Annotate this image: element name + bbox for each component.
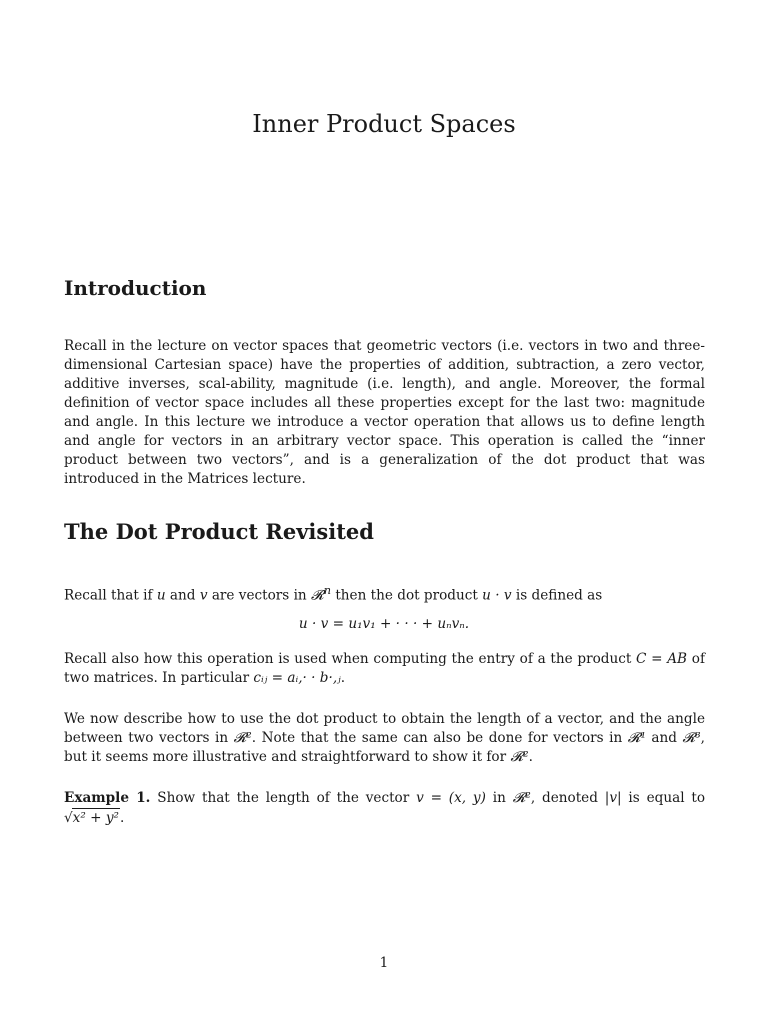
dot-product-equation: u · v = u₁v₁ + · · · + uₙvₙ. — [298, 616, 470, 632]
section-heading-dot-product: The Dot Product Revisited — [64, 519, 374, 544]
square-root: √x² + y² — [64, 810, 119, 826]
introduction-paragraph: Recall in the lecture on vector spaces that geometric vectors (i.e. vectors in two and three-dimensional Cartesian space) have the properties of addition, subtraction, a zero vector, additive inverses, scal-ability, magnitude (i.e. length), and angle. Moreover, the formal definition of vector space includes all these properties except for the last two: magnitude and angle. In this lecture we introduce a vector operation that allows us to define length and angle for vectors in an arbitrary vector space. This operation is called the “inner product between two vectors”, and is a generalization of the dot product that was introduced in the Matrices lecture. — [64, 338, 705, 487]
example-1: Example 1. Show that the length of the vector v = (x, y) in 𝓡², denoted |v| is equal to √x² + y². — [64, 790, 706, 826]
example-label: Example 1. — [64, 790, 151, 806]
matrix-product-paragraph: Recall also how this operation is used when computing the entry of a the product C = AB of two matrices. In particular cᵢⱼ = aᵢ,· · b·,ⱼ. — [64, 651, 705, 686]
dot-product-recall-paragraph: Recall that if u and v are vectors in 𝓡$^n$ then the dot product u · v is defined as — [64, 583, 603, 604]
document-title: Inner Product Spaces — [252, 110, 516, 138]
page-number: 1 — [379, 955, 389, 971]
section-heading-introduction: Introduction — [64, 276, 207, 300]
length-angle-paragraph: We now describe how to use the dot product to obtain the length of a vector, and the angle between two vectors in 𝓡². Note that the same can also be done for vectors in 𝓡¹ and 𝓡³, but it seems more illustrative and straightforward to show it for 𝓡². — [64, 711, 705, 765]
